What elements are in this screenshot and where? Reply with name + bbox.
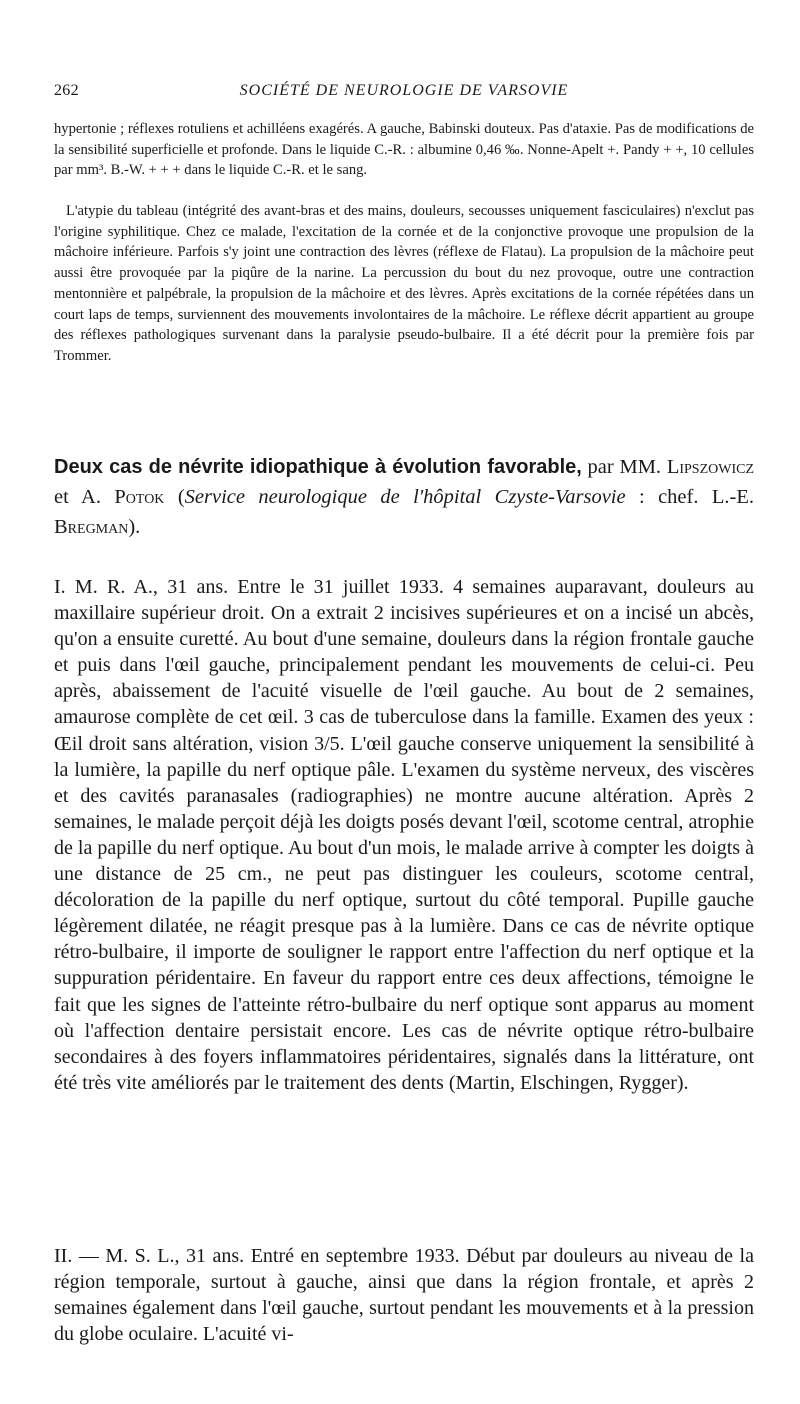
paren-open: ( — [164, 486, 185, 508]
findings-paragraph: hypertonie ; réflexes rotuliens et achilléens exagérés. A gauche, Babinski douteux. Pas d'ataxie. Pas de modifications de la sensibilité superficielle et profonde. Dans le liquide C.-R. : albumine 0,46 ‰. Nonne-Apelt +. Pandy + +, 10 cellules par mm³. B.-W. + + + dans le liquide C.-R. et le sang. — [54, 121, 754, 179]
author-conjunction: et A. — [54, 486, 115, 508]
previous-case-findings — [54, 119, 754, 181]
chef-label: : chef. L.-E. — [625, 486, 755, 508]
chef-name: Bregman — [54, 516, 129, 538]
running-head: SOCIÉTÉ DE NEUROLOGIE DE VARSOVIE — [239, 82, 569, 99]
case-one-text: I. M. R. A., 31 ans. Entre le 31 juillet 1933. 4 semaines auparavant, douleurs au maxillaire supérieur droit. On a extrait 2 incisives supérieures et on a incisé un abcès, qu'on a ensuite curetté. Au bout d'une semaine, douleurs dans la région frontale gauche et puis dans l'œil gauche, principalement pendant les mouvements de celui-ci. Peu après, abaissement de l'acuité visuelle de l'œil gauche. Au bout de 2 semaines, amaurose complète de cet œil. 3 cas de tuberculose dans la famille. Examen des yeux : Œil droit sans altération, vision 3/5. L'œil gauche conserve uniquement la sensibilité à la lumière, la papille du nerf optique pâle. L'examen du système nerveux, des viscères et des cavités paranasales (radiographies) ne montre aucune altération. Après 2 semaines, le malade perçoit déjà les doigts posés devant l'œil, scotome central, atrophie de la papille du nerf optique. Au bout d'un mois, le malade arrive à compter les doigts à une distance de 25 cm., ne peut pas distinguer les couleurs, scotome central, décoloration de la papille du nerf optique, surtout du côté temporal. Pupille gauche légèrement dilatée, ne réagit presque pas à la lumière. Dans ce cas de névrite optique rétro-bulbaire, il importe de souligner le rapport entre l'affection du nerf optique et la suppuration péridentaire. En faveur du rapport entre ces deux affections, témoigne le fait que les signes de l'atteinte rétro-bulbaire du nerf optique sont apparus au moment où l'affection dentaire persistait encore. Les cas de névrite optique rétro-bulbaire secondaires à des foyers inflammatoires péridentaires, signalés dans la littérature, ont été très vite améliorés par le traitement des dents (Martin, Elschingen, Rygger). — [54, 576, 754, 1094]
article-heading — [54, 452, 754, 542]
page-number: 262 — [54, 82, 79, 99]
case-one — [54, 574, 754, 1096]
author-potok: Potok — [114, 486, 165, 508]
discussion-paragraph: L'atypie du tableau (intégrité des avant-bras et des mains, douleurs, secousses uniquement fasciculaires) n'exclut pas l'origine syphilitique. Chez ce malade, l'excitation de la cornée et de la conjonctive provoque une propulsion de la mâchoire inférieure. Parfois s'y joint une contraction des lèvres (réflexe de Flatau). La propulsion de la mâchoire peut aussi être provoquée par la piqûre de la narine. La percussion du bout du nez provoque, outre une contraction mentonnière et palpébrale, la propulsion de la mâchoire et des lèvres. Après excitations de la cornée répétées dans un court laps de temps, surviennent des mouvements involontaires de la mâchoire. Le réflexe décrit appartient au groupe des réflexes pathologiques survenant dans la paralysie pseudo-bulbaire. Il a été décrit pour la première fois par Trommer. — [54, 203, 754, 364]
page-header — [54, 82, 754, 108]
article-by: par MM. — [581, 456, 667, 478]
article-title: Deux cas de névrite idiopathique à évolution favorable, — [54, 456, 582, 478]
paren-close: ). — [128, 516, 141, 538]
previous-case-discussion — [54, 201, 754, 367]
affiliation: Service neurologique de l'hôpital Czyste-Varsovie — [184, 486, 626, 508]
case-two — [54, 1243, 754, 1347]
case-two-text: II. — M. S. L., 31 ans. Entré en septembre 1933. Début par douleurs au niveau de la région temporale, surtout à gauche, ainsi que dans la région frontale, et après 2 semaines également dans l'œil gauche, surtout pendant les mouvements et à la pression du globe oculaire. L'acuité vi- — [54, 1245, 754, 1346]
author-lipszowicz: Lipszowicz — [666, 456, 754, 478]
